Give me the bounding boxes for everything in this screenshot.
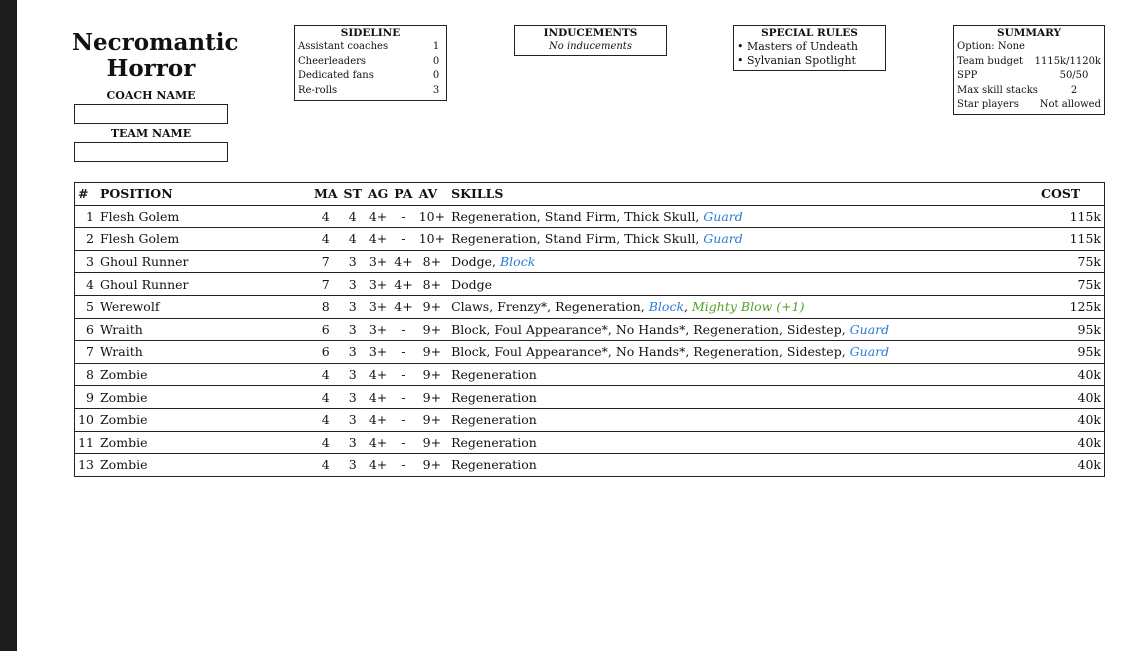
header-cost: COST (1038, 183, 1105, 206)
player-number: 11 (75, 431, 98, 454)
team-name-field[interactable] (74, 142, 228, 162)
skill-text: Claws, Frenzy*, Regeneration, (451, 299, 649, 315)
special-rules-box (733, 25, 886, 71)
skill-text: Block, Foul Appearance*, No Hands*, Regeneration, Sidestep, (451, 344, 850, 360)
player-ag: 3+ (365, 273, 391, 296)
player-number: 5 (75, 295, 98, 318)
player-ma: 4 (311, 363, 341, 386)
header-position: POSITION (97, 183, 311, 206)
table-row (75, 454, 1105, 477)
header-num: # (75, 183, 98, 206)
sideline-value: 1 (432, 41, 440, 52)
skill-text: Regeneration, Stand Firm, Thick Skull, (451, 208, 704, 224)
player-cost: 40k (1038, 363, 1105, 386)
player-skills (448, 318, 1038, 341)
player-ag: 4+ (365, 363, 391, 386)
player-cost: 40k (1038, 454, 1105, 477)
player-position: Werewolf (97, 295, 311, 318)
player-number: 2 (75, 228, 98, 251)
player-st: 3 (341, 386, 365, 409)
player-av: 9+ (416, 295, 448, 318)
summary-value: 1115k/1120k (1034, 55, 1101, 67)
player-ma: 7 (311, 273, 341, 296)
skill-text: Block (500, 254, 536, 270)
skill-text: Guard (703, 231, 743, 247)
table-row (75, 386, 1105, 409)
summary-label: SPP (957, 70, 978, 81)
player-ma: 6 (311, 341, 341, 364)
player-av: 9+ (416, 386, 448, 409)
skill-text: Guard (849, 344, 890, 360)
skill-text: Regeneration, Stand Firm, Thick Skull, (451, 231, 704, 247)
player-ma: 8 (311, 295, 341, 318)
summary-value: Not allowed (1039, 99, 1101, 110)
summary-row (957, 84, 1101, 99)
player-pa: - (391, 205, 415, 228)
summary-box (953, 25, 1105, 115)
player-st: 3 (341, 341, 365, 364)
player-av: 8+ (416, 273, 448, 296)
summary-label: Max skill stacks (957, 84, 1038, 96)
summary-list (957, 40, 1101, 113)
skill-text: Regeneration (451, 412, 537, 428)
player-av: 9+ (416, 318, 448, 341)
sideline-row (298, 84, 443, 99)
summary-row (957, 55, 1101, 70)
skill-text: Guard (703, 208, 743, 224)
player-ma: 4 (311, 431, 341, 454)
player-ag: 3+ (365, 250, 391, 273)
skill-text: , (684, 299, 692, 315)
player-pa: - (391, 341, 415, 364)
player-st: 3 (341, 295, 365, 318)
sideline-title: SIDELINE (340, 27, 401, 39)
header-pa: PA (391, 183, 415, 206)
player-pa: - (391, 431, 415, 454)
player-ma: 6 (311, 318, 341, 341)
special-rules-title: SPECIAL RULES (761, 27, 858, 39)
sideline-label: Assistant coaches (298, 41, 389, 52)
sideline-label: Cheerleaders (298, 55, 367, 67)
player-cost: 40k (1038, 431, 1105, 454)
player-av: 9+ (416, 341, 448, 364)
sideline-row (298, 69, 443, 84)
player-skills (448, 273, 1038, 296)
player-number: 7 (75, 341, 98, 364)
header-skills: SKILLS (448, 183, 1038, 206)
player-position: Zombie (97, 386, 311, 409)
player-cost: 125k (1038, 295, 1105, 318)
player-number: 4 (75, 273, 98, 296)
player-skills (448, 205, 1038, 228)
player-number: 9 (75, 386, 98, 409)
special-rules-list (737, 40, 882, 68)
player-ag: 4+ (365, 228, 391, 251)
player-ma: 4 (311, 228, 341, 251)
header-ma: MA (311, 183, 341, 206)
sideline-value: 0 (432, 55, 440, 67)
player-skills (448, 341, 1038, 364)
sideline-label: Dedicated fans (298, 70, 374, 81)
table-row (75, 228, 1105, 251)
player-skills (448, 228, 1038, 251)
player-position: Wraith (97, 318, 311, 341)
player-st: 3 (341, 318, 365, 341)
player-cost: 75k (1038, 250, 1105, 273)
sideline-row (298, 55, 443, 70)
sideline-value: 3 (432, 84, 440, 96)
roster-header-row (75, 183, 1105, 206)
table-row (75, 273, 1105, 296)
player-st: 4 (341, 228, 365, 251)
player-number: 8 (75, 363, 98, 386)
summary-label: Team budget (957, 55, 1024, 67)
player-pa: - (391, 318, 415, 341)
player-number: 3 (75, 250, 98, 273)
player-skills (448, 363, 1038, 386)
team-title: Necromantic Horror (72, 29, 239, 82)
player-ma: 4 (311, 205, 341, 228)
player-cost: 115k (1038, 228, 1105, 251)
player-skills (448, 386, 1038, 409)
header-av: AV (416, 183, 448, 206)
summary-label: Option: None (957, 41, 1025, 52)
player-ag: 3+ (365, 295, 391, 318)
player-pa: - (391, 454, 415, 477)
player-st: 3 (341, 273, 365, 296)
player-ma: 4 (311, 454, 341, 477)
player-pa: - (391, 228, 415, 251)
player-st: 3 (341, 363, 365, 386)
table-row (75, 295, 1105, 318)
player-cost: 95k (1038, 341, 1105, 364)
special-rule-item: • Sylvanian Spotlight (737, 54, 856, 67)
skill-text: Regeneration (451, 367, 537, 383)
player-st: 3 (341, 454, 365, 477)
player-position: Zombie (97, 363, 311, 386)
player-position: Ghoul Runner (97, 250, 311, 273)
player-cost: 115k (1038, 205, 1105, 228)
player-cost: 75k (1038, 273, 1105, 296)
player-pa: - (391, 363, 415, 386)
player-ma: 7 (311, 250, 341, 273)
team-name-label: TEAM NAME (110, 127, 192, 140)
player-ma: 4 (311, 386, 341, 409)
skill-text: Mighty Blow (+1) (692, 299, 805, 315)
table-row (75, 205, 1105, 228)
player-ag: 4+ (365, 408, 391, 431)
skill-text: Regeneration (451, 389, 537, 405)
player-cost: 40k (1038, 386, 1105, 409)
player-number: 13 (75, 454, 98, 477)
player-pa: 4+ (391, 295, 415, 318)
header-ag: AG (365, 183, 391, 206)
player-ag: 4+ (365, 386, 391, 409)
player-position: Flesh Golem (97, 205, 311, 228)
player-av: 8+ (416, 250, 448, 273)
player-av: 9+ (416, 408, 448, 431)
player-pa: 4+ (391, 273, 415, 296)
skill-text: Regeneration (451, 457, 537, 473)
coach-name-label: COACH NAME (106, 89, 196, 102)
player-ag: 3+ (365, 318, 391, 341)
player-number: 6 (75, 318, 98, 341)
summary-row (957, 98, 1101, 113)
player-ag: 4+ (365, 205, 391, 228)
player-position: Zombie (97, 431, 311, 454)
player-skills (448, 250, 1038, 273)
player-pa: - (391, 408, 415, 431)
header-st: ST (341, 183, 365, 206)
player-ma: 4 (311, 408, 341, 431)
skill-text: Dodge, (451, 254, 500, 270)
sideline-label: Re-rolls (298, 84, 338, 96)
roster-body (75, 205, 1105, 476)
player-av: 9+ (416, 454, 448, 477)
player-av: 9+ (416, 363, 448, 386)
player-position: Flesh Golem (97, 228, 311, 251)
inducements-text: No inducements (549, 41, 632, 52)
table-row (75, 408, 1105, 431)
player-skills (448, 295, 1038, 318)
player-pa: 4+ (391, 250, 415, 273)
player-number: 1 (75, 205, 98, 228)
summary-value: 2 (1070, 84, 1078, 96)
player-av: 10+ (416, 228, 448, 251)
player-skills (448, 431, 1038, 454)
summary-value (1047, 40, 1101, 55)
player-skills (448, 454, 1038, 477)
summary-label: Star players (957, 99, 1019, 110)
coach-name-field[interactable] (74, 104, 228, 124)
skill-text: Block, Foul Appearance*, No Hands*, Regeneration, Sidestep, (451, 321, 850, 337)
table-row (75, 363, 1105, 386)
player-position: Zombie (97, 454, 311, 477)
player-position: Ghoul Runner (97, 273, 311, 296)
summary-row (957, 40, 1101, 55)
skill-text: Block (648, 299, 685, 315)
player-ag: 4+ (365, 431, 391, 454)
table-row (75, 250, 1105, 273)
player-ag: 3+ (365, 341, 391, 364)
player-ag: 4+ (365, 454, 391, 477)
player-st: 4 (341, 205, 365, 228)
special-rule-item: • Masters of Undeath (737, 40, 858, 53)
player-number: 10 (75, 408, 98, 431)
inducements-title: INDUCEMENTS (543, 27, 638, 39)
player-cost: 40k (1038, 408, 1105, 431)
skill-text: Dodge (451, 276, 493, 292)
left-edge-bar (0, 0, 17, 651)
summary-value: 50/50 (1059, 70, 1089, 81)
player-st: 3 (341, 431, 365, 454)
summary-row (957, 69, 1101, 84)
player-position: Wraith (97, 341, 311, 364)
table-row (75, 431, 1105, 454)
inducements-box (514, 25, 667, 56)
roster-table (74, 182, 1105, 477)
summary-title: SUMMARY (996, 27, 1062, 39)
player-position: Zombie (97, 408, 311, 431)
sideline-row (298, 40, 443, 55)
table-row (75, 318, 1105, 341)
player-st: 3 (341, 250, 365, 273)
sideline-box (294, 25, 447, 101)
sideline-list (298, 40, 443, 98)
player-skills (448, 408, 1038, 431)
table-row (75, 341, 1105, 364)
skill-text: Guard (849, 321, 890, 337)
player-cost: 95k (1038, 318, 1105, 341)
player-av: 9+ (416, 431, 448, 454)
skill-text: Regeneration (451, 434, 537, 450)
player-av: 10+ (416, 205, 448, 228)
player-pa: - (391, 386, 415, 409)
sideline-value: 0 (432, 70, 440, 81)
player-st: 3 (341, 408, 365, 431)
